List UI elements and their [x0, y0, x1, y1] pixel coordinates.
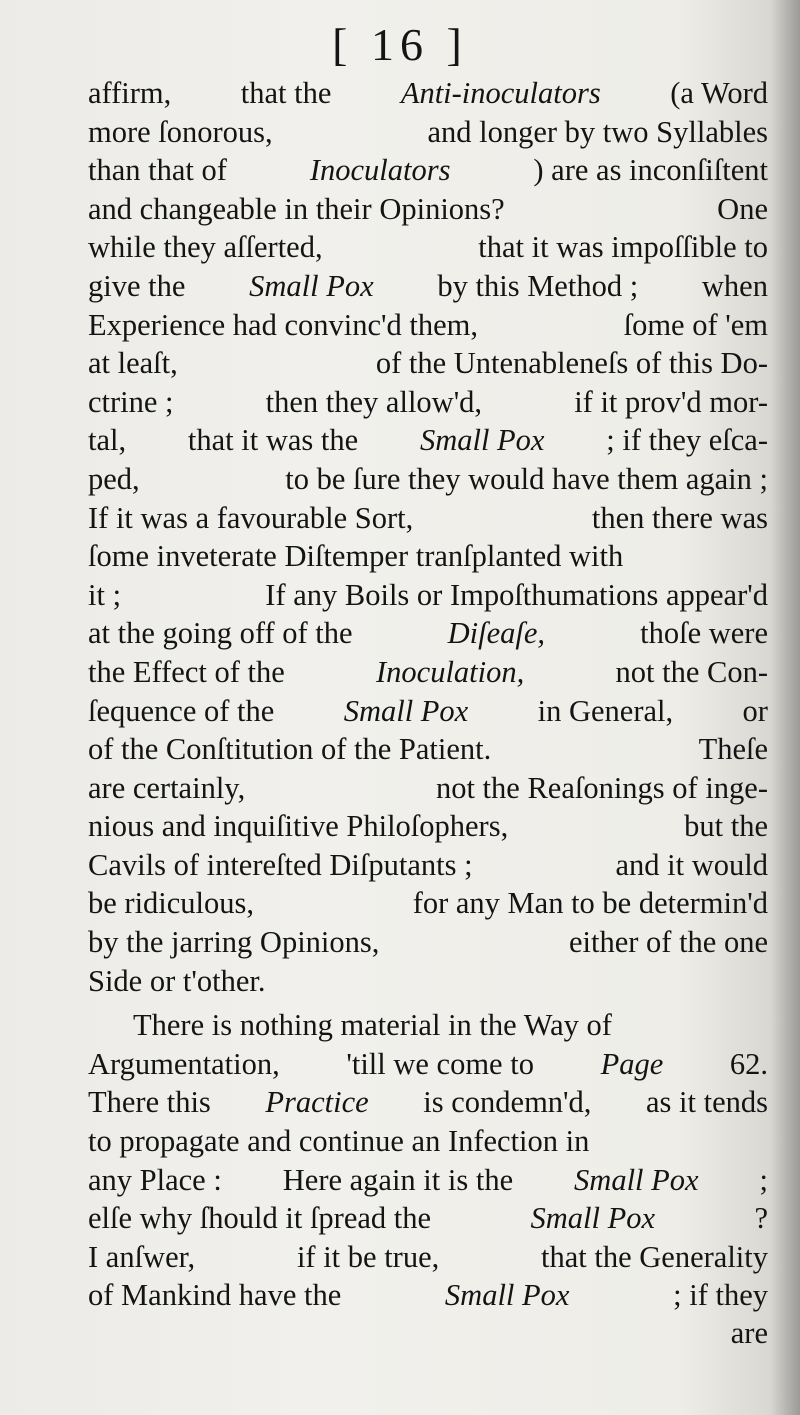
text-line — [88, 1083, 768, 1122]
italic-phrase: Small Pox — [419, 423, 545, 458]
italic-phrase: Small Pox — [249, 268, 374, 303]
text-segment: ſequence of the — [88, 693, 275, 728]
text-segment: ? — [754, 1201, 768, 1236]
text-segment: then there was — [591, 500, 768, 535]
text-line — [88, 228, 768, 267]
text-segment: Here again it is the — [282, 1162, 514, 1197]
italic-phrase: Inoculators — [309, 153, 451, 188]
page-edge-shadow — [772, 0, 800, 1415]
italic-phrase: Inoculation, — [376, 654, 525, 689]
text-line — [88, 1006, 768, 1045]
text-line — [88, 1238, 768, 1277]
text-segment: of the Untenableneſs of this Do- — [375, 346, 768, 381]
text-line — [88, 537, 768, 576]
text-segment: and it would — [615, 847, 768, 882]
text-segment: I anſwer, — [88, 1239, 196, 1274]
text-segment: ; — [759, 1162, 768, 1197]
text-segment: at leaſt, — [88, 346, 178, 381]
text-segment: as it tends — [646, 1085, 768, 1120]
text-segment: or — [742, 693, 768, 728]
text-line — [88, 1045, 768, 1084]
text-segment: by the jarring Opinions, — [88, 925, 380, 960]
text-line — [88, 74, 768, 113]
text-segment: affirm, — [88, 76, 172, 110]
text-segment: that it was the — [187, 423, 359, 458]
text-segment: by this Method ; — [437, 268, 639, 303]
text-line — [88, 1161, 768, 1200]
text-segment: elſe why ſhould it ſpread the — [88, 1201, 432, 1236]
text-segment: Theſe — [698, 732, 768, 767]
italic-phrase: Small Pox — [444, 1278, 570, 1313]
text-line — [88, 769, 768, 808]
text-segment: any Place : — [88, 1162, 222, 1197]
italic-phrase: Diſeaſe, — [447, 616, 546, 651]
italic-phrase: Practice — [265, 1085, 369, 1120]
italic-phrase: Page — [600, 1046, 664, 1081]
text-segment: If it was a favourable Sort, — [88, 500, 414, 535]
text-line — [88, 113, 768, 152]
text-line — [88, 151, 768, 190]
italic-phrase: Small Pox — [574, 1162, 699, 1197]
text-segment: Argumentation, — [88, 1046, 280, 1081]
text-segment: it ; — [88, 577, 122, 612]
text-line — [88, 807, 768, 846]
text-line — [88, 267, 768, 306]
text-segment: ſome of 'em — [623, 307, 768, 342]
text-segment: Cavils of intereſted Diſputants ; — [88, 847, 473, 882]
text-segment: There this — [88, 1085, 211, 1120]
text-segment: not the Con- — [615, 654, 768, 689]
text-segment: of Mankind have the — [88, 1278, 342, 1313]
text-segment: either of the one — [568, 925, 768, 960]
text-segment: is condemn'd, — [423, 1085, 592, 1120]
text-line — [88, 499, 768, 538]
text-segment: and longer by two Syllables — [427, 114, 768, 149]
page-number: [ 16 ] — [332, 19, 468, 70]
text-segment: be ridiculous, — [88, 886, 255, 921]
text-segment: thoſe were — [640, 616, 768, 651]
text-segment: Side or t'other. — [88, 963, 266, 998]
text-segment: then they allow'd, — [265, 384, 483, 419]
text-segment: There is nothing material in the Way of — [133, 1008, 612, 1043]
italic-phrase: Small Pox — [530, 1201, 656, 1236]
text-segment: than that of — [88, 153, 227, 188]
text-segment: nious and inquiſitive Philoſophers, — [88, 809, 509, 844]
text-segment: to be ſure they would have them again ; — [285, 461, 768, 496]
text-segment: the Effect of the — [88, 654, 285, 689]
italic-phrase: Small Pox — [343, 693, 469, 728]
text-line — [88, 692, 768, 731]
text-line — [88, 1199, 768, 1238]
text-body — [88, 74, 768, 1315]
italic-phrase: Anti-inoculators — [400, 76, 601, 110]
text-segment: but the — [684, 809, 768, 844]
text-line — [88, 344, 768, 383]
text-segment: ctrine ; — [88, 384, 174, 419]
text-segment: tal, — [88, 423, 127, 458]
paragraph — [88, 74, 768, 1000]
text-segment: to propagate and continue an Infection in — [88, 1124, 590, 1159]
text-segment: 62. — [729, 1046, 768, 1081]
text-segment: (a Word — [670, 76, 768, 110]
text-segment: at the going off of the — [88, 616, 353, 651]
text-line — [88, 730, 768, 769]
text-segment: more ſonorous, — [88, 114, 273, 149]
text-segment: in General, — [537, 693, 674, 728]
text-line — [88, 306, 768, 345]
text-line — [88, 421, 768, 460]
text-line — [88, 614, 768, 653]
text-segment: ſome inveterate Diſtemper tranſplanted with — [88, 539, 624, 574]
text-segment: 'till we come to — [346, 1046, 534, 1081]
text-line — [88, 576, 768, 615]
text-segment: One — [717, 191, 768, 226]
text-line — [88, 962, 768, 1001]
text-segment: of the Conſtitution of the Patient. — [88, 732, 492, 767]
text-line — [88, 923, 768, 962]
text-line — [88, 653, 768, 692]
text-segment: that the Generality — [541, 1239, 768, 1274]
catchword: are — [730, 1316, 768, 1350]
text-segment: for any Man to be determin'd — [412, 886, 768, 921]
text-line — [88, 460, 768, 499]
text-segment: If any Boils or Impoſthumations appear'd — [265, 577, 768, 612]
text-segment: Experience had convinc'd them, — [88, 307, 478, 342]
text-segment: that it was impoſſible to — [478, 230, 768, 265]
text-segment: while they aſſerted, — [88, 230, 323, 265]
text-line — [88, 1122, 768, 1161]
text-segment: give the — [88, 268, 186, 303]
text-line — [88, 383, 768, 422]
text-segment: ; if they eſca- — [606, 423, 768, 458]
text-segment: are certainly, — [88, 770, 246, 805]
text-segment: not the Reaſonings of inge- — [435, 770, 768, 805]
text-line — [88, 1276, 768, 1315]
catchword-row — [88, 1316, 768, 1351]
text-line — [88, 884, 768, 923]
text-segment: that the — [240, 76, 332, 110]
paragraph — [88, 1006, 768, 1315]
text-line — [88, 846, 768, 885]
text-segment: ; if they — [673, 1278, 768, 1313]
text-segment: ped, — [88, 461, 140, 496]
text-segment: if it be true, — [296, 1239, 440, 1274]
text-segment: if it prov'd mor- — [574, 384, 768, 419]
text-segment: ) are as inconſiſtent — [533, 153, 768, 188]
text-segment: and changeable in their Opinions? — [88, 191, 505, 226]
text-line — [88, 190, 768, 229]
text-segment: when — [701, 268, 768, 303]
